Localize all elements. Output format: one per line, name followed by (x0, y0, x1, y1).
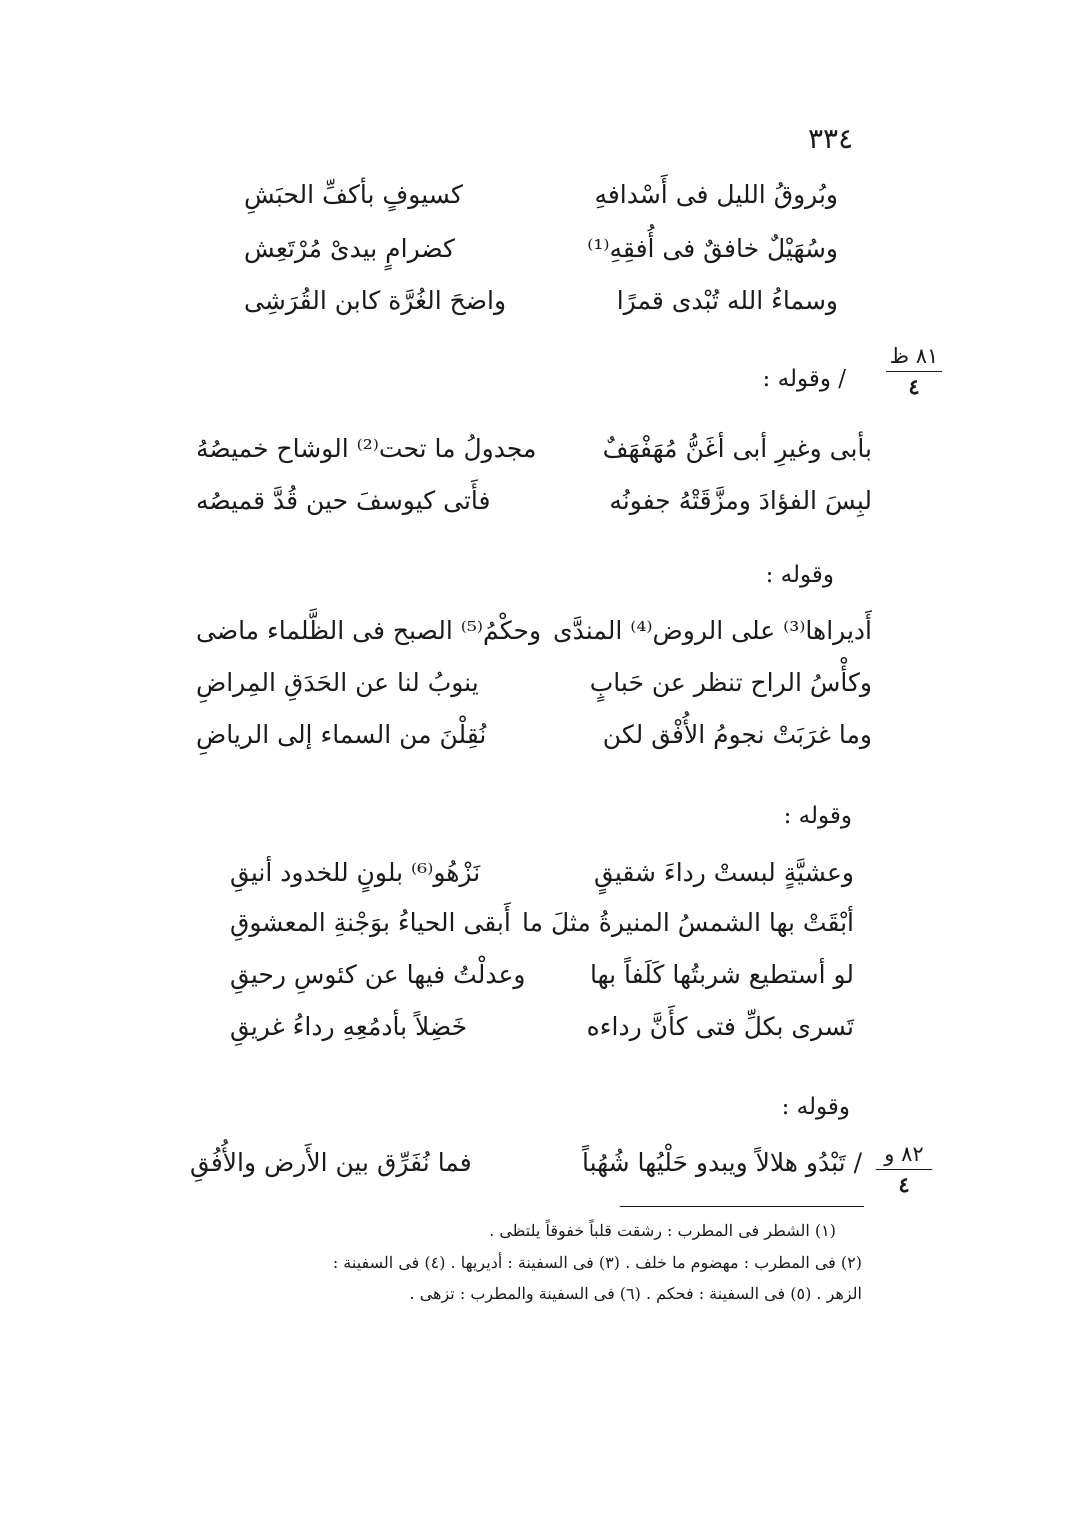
verse-first-hemistich: لو أستطيع شربتُها كَلَفاً بها (589, 960, 854, 989)
verse-second-hemistich: مجدولُ ما تحت⁽²⁾ الوشاح خميصُهُ (196, 434, 537, 463)
verse-first-hemistich: بأبى وغيرِ أبى أغَنُّ مُهَفْهَفٌ (602, 434, 872, 463)
verse-second-hemistich: كضرامٍ بيدىْ مُرْتَعِش (244, 234, 455, 263)
margin-folio-note (886, 344, 942, 399)
verse-first-hemistich: تَسرى بكلِّ فتى كأَنَّ رداءه (586, 1012, 854, 1041)
folio-sub: ٤ (898, 1172, 910, 1197)
verse-second-hemistich: نُقِلْنَ من السماء إلى الرياضِ (196, 720, 487, 749)
footnote-line: الزهر . (٥) فى السفينة : فحكم . (٦) فى السفينة والمطرب : تزهى . (409, 1284, 862, 1303)
verse-second-hemistich: واضحَ الغُرَّة كابن القُرَشِى (244, 286, 507, 315)
verse-second-hemistich: خَضِلاً بأدمُعِهِ رداءُ غريقِ (230, 1012, 468, 1041)
footnote-separator (620, 1206, 864, 1207)
page-number: ٣٣٤ (808, 122, 854, 155)
verse-second-hemistich: أَبقى الحياءُ بوَجْنةِ المعشوقِ (230, 908, 511, 937)
verse-second-hemistich: فما نُفَرِّق بين الأَرض والأُفُقِ (190, 1148, 472, 1177)
verse-second-hemistich: ينوبُ لنا عن الحَدَقِ المِراضِ (196, 668, 479, 697)
intro-text: / وقوله : (762, 366, 846, 392)
intro-text: وقوله : (783, 803, 852, 829)
verse-first-hemistich: وبُروقُ الليل فى أَسْدافهِ (594, 180, 838, 209)
folio-number: ٨٢ و (884, 1142, 924, 1166)
verse-second-hemistich: وحكْمُ⁽⁵⁾ الصبح فى الظَّلماء ماضى (196, 616, 542, 645)
margin-folio-note (876, 1142, 932, 1197)
verse-second-hemistich: وعدلْتُ فيها عن كئوسِ رحيقِ (230, 960, 526, 989)
intro-text: وقوله : (781, 1094, 850, 1120)
footnote-line: (١) الشطر فى المطرب : رشقت قلباً خفوقاً يلتظى . (489, 1221, 836, 1240)
verse-first-hemistich: أبْقَتْ بها الشمسُ المنيرةُ مثلَ ما (522, 908, 854, 937)
verse-first-hemistich: / تَبْدُو هلالاً ويبدو حَلْيُها شُهُباً (581, 1148, 862, 1177)
verse-second-hemistich: نَزْهُو⁽⁶⁾ بلونٍ للخدود أنيقِ (230, 858, 481, 887)
verse-first-hemistich: لبِسَ الفؤادَ ومزَّقَتْهُ جفونُه (609, 486, 872, 515)
verse-first-hemistich: وسماءُ الله تُبْدى قمرًا (616, 286, 838, 315)
verse-first-hemistich: وكأْسُ الراح تنظر عن حَبابٍ (589, 668, 872, 697)
verse-first-hemistich: أَديراها⁽³⁾ على الروض⁽⁴⁾ المندَّى (553, 616, 872, 645)
footnote-line: (٢) فى المطرب : مهضوم ما خلف . (٣) فى السفينة : أديريها . (٤) فى السفينة : (332, 1253, 862, 1272)
verse-first-hemistich: وعشيَّةٍ لبستْ رداءَ شقيقٍ (594, 858, 854, 887)
verse-first-hemistich: وما غرَبَتْ نجومُ الأُفْق لكن (602, 720, 872, 749)
verse-first-hemistich: وسُهَيْلٌ خافقٌ فى أُفقِهِ⁽¹⁾ (587, 234, 838, 263)
folio-sub: ٤ (908, 374, 920, 399)
folio-number: ٨١ ظ (889, 344, 939, 368)
verse-second-hemistich: فأَتى كيوسفَ حين قُدَّ قميصُه (196, 486, 491, 515)
verse-second-hemistich: كسيوفٍ بأكفِّ الحبَشِ (244, 180, 463, 209)
intro-text: وقوله : (765, 562, 834, 588)
